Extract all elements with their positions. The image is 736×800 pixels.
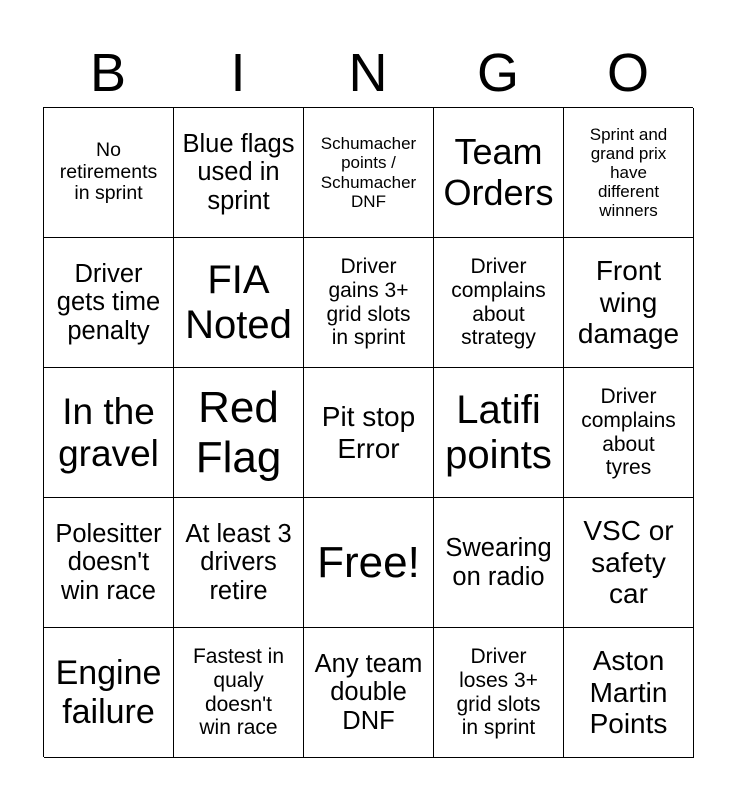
bingo-card-grid — [43, 107, 693, 757]
bingo-cell[interactable]: Sprint and grand prix have different winners — [564, 108, 694, 238]
bingo-cell[interactable]: Team Orders — [434, 108, 564, 238]
bingo-cell[interactable]: VSC or safety car — [564, 498, 694, 628]
bingo-cell[interactable]: Schumacher points / Schumacher DNF — [304, 108, 434, 238]
bingo-cell[interactable]: Blue flags used in sprint — [174, 108, 304, 238]
bingo-header — [43, 40, 693, 106]
bingo-cell[interactable]: Driver gets time penalty — [44, 238, 174, 368]
header-letter-b: B — [89, 43, 127, 103]
bingo-cell[interactable]: Latifi points — [434, 368, 564, 498]
bingo-cell[interactable]: Driver loses 3+ grid slots in sprint — [434, 628, 564, 758]
bingo-cell[interactable]: No retirements in sprint — [44, 108, 174, 238]
bingo-cell[interactable]: Fastest in qualy doesn't win race — [174, 628, 304, 758]
bingo-cell[interactable]: Driver gains 3+ grid slots in sprint — [304, 238, 434, 368]
bingo-cell[interactable]: At least 3 drivers retire — [174, 498, 304, 628]
bingo-cell[interactable]: Pit stop Error — [304, 368, 434, 498]
bingo-cell[interactable]: Driver complains about strategy — [434, 238, 564, 368]
bingo-cell[interactable]: In the gravel — [44, 368, 174, 498]
bingo-cell[interactable]: Polesitter doesn't win race — [44, 498, 174, 628]
bingo-cell[interactable]: Driver complains about tyres — [564, 368, 694, 498]
bingo-cell[interactable]: Swearing on radio — [434, 498, 564, 628]
header-letter-i: I — [230, 43, 246, 103]
bingo-cell-free[interactable]: Free! — [304, 498, 434, 628]
header-letter-n: N — [348, 43, 388, 103]
bingo-cell[interactable]: FIA Noted — [174, 238, 304, 368]
bingo-cell[interactable]: Any team double DNF — [304, 628, 434, 758]
bingo-cell[interactable]: Front wing damage — [564, 238, 694, 368]
header-letter-o: O — [606, 43, 649, 103]
header-letter-g: G — [476, 43, 519, 103]
bingo-cell[interactable]: Red Flag — [174, 368, 304, 498]
bingo-cell[interactable]: Aston Martin Points — [564, 628, 694, 758]
bingo-cell[interactable]: Engine failure — [44, 628, 174, 758]
